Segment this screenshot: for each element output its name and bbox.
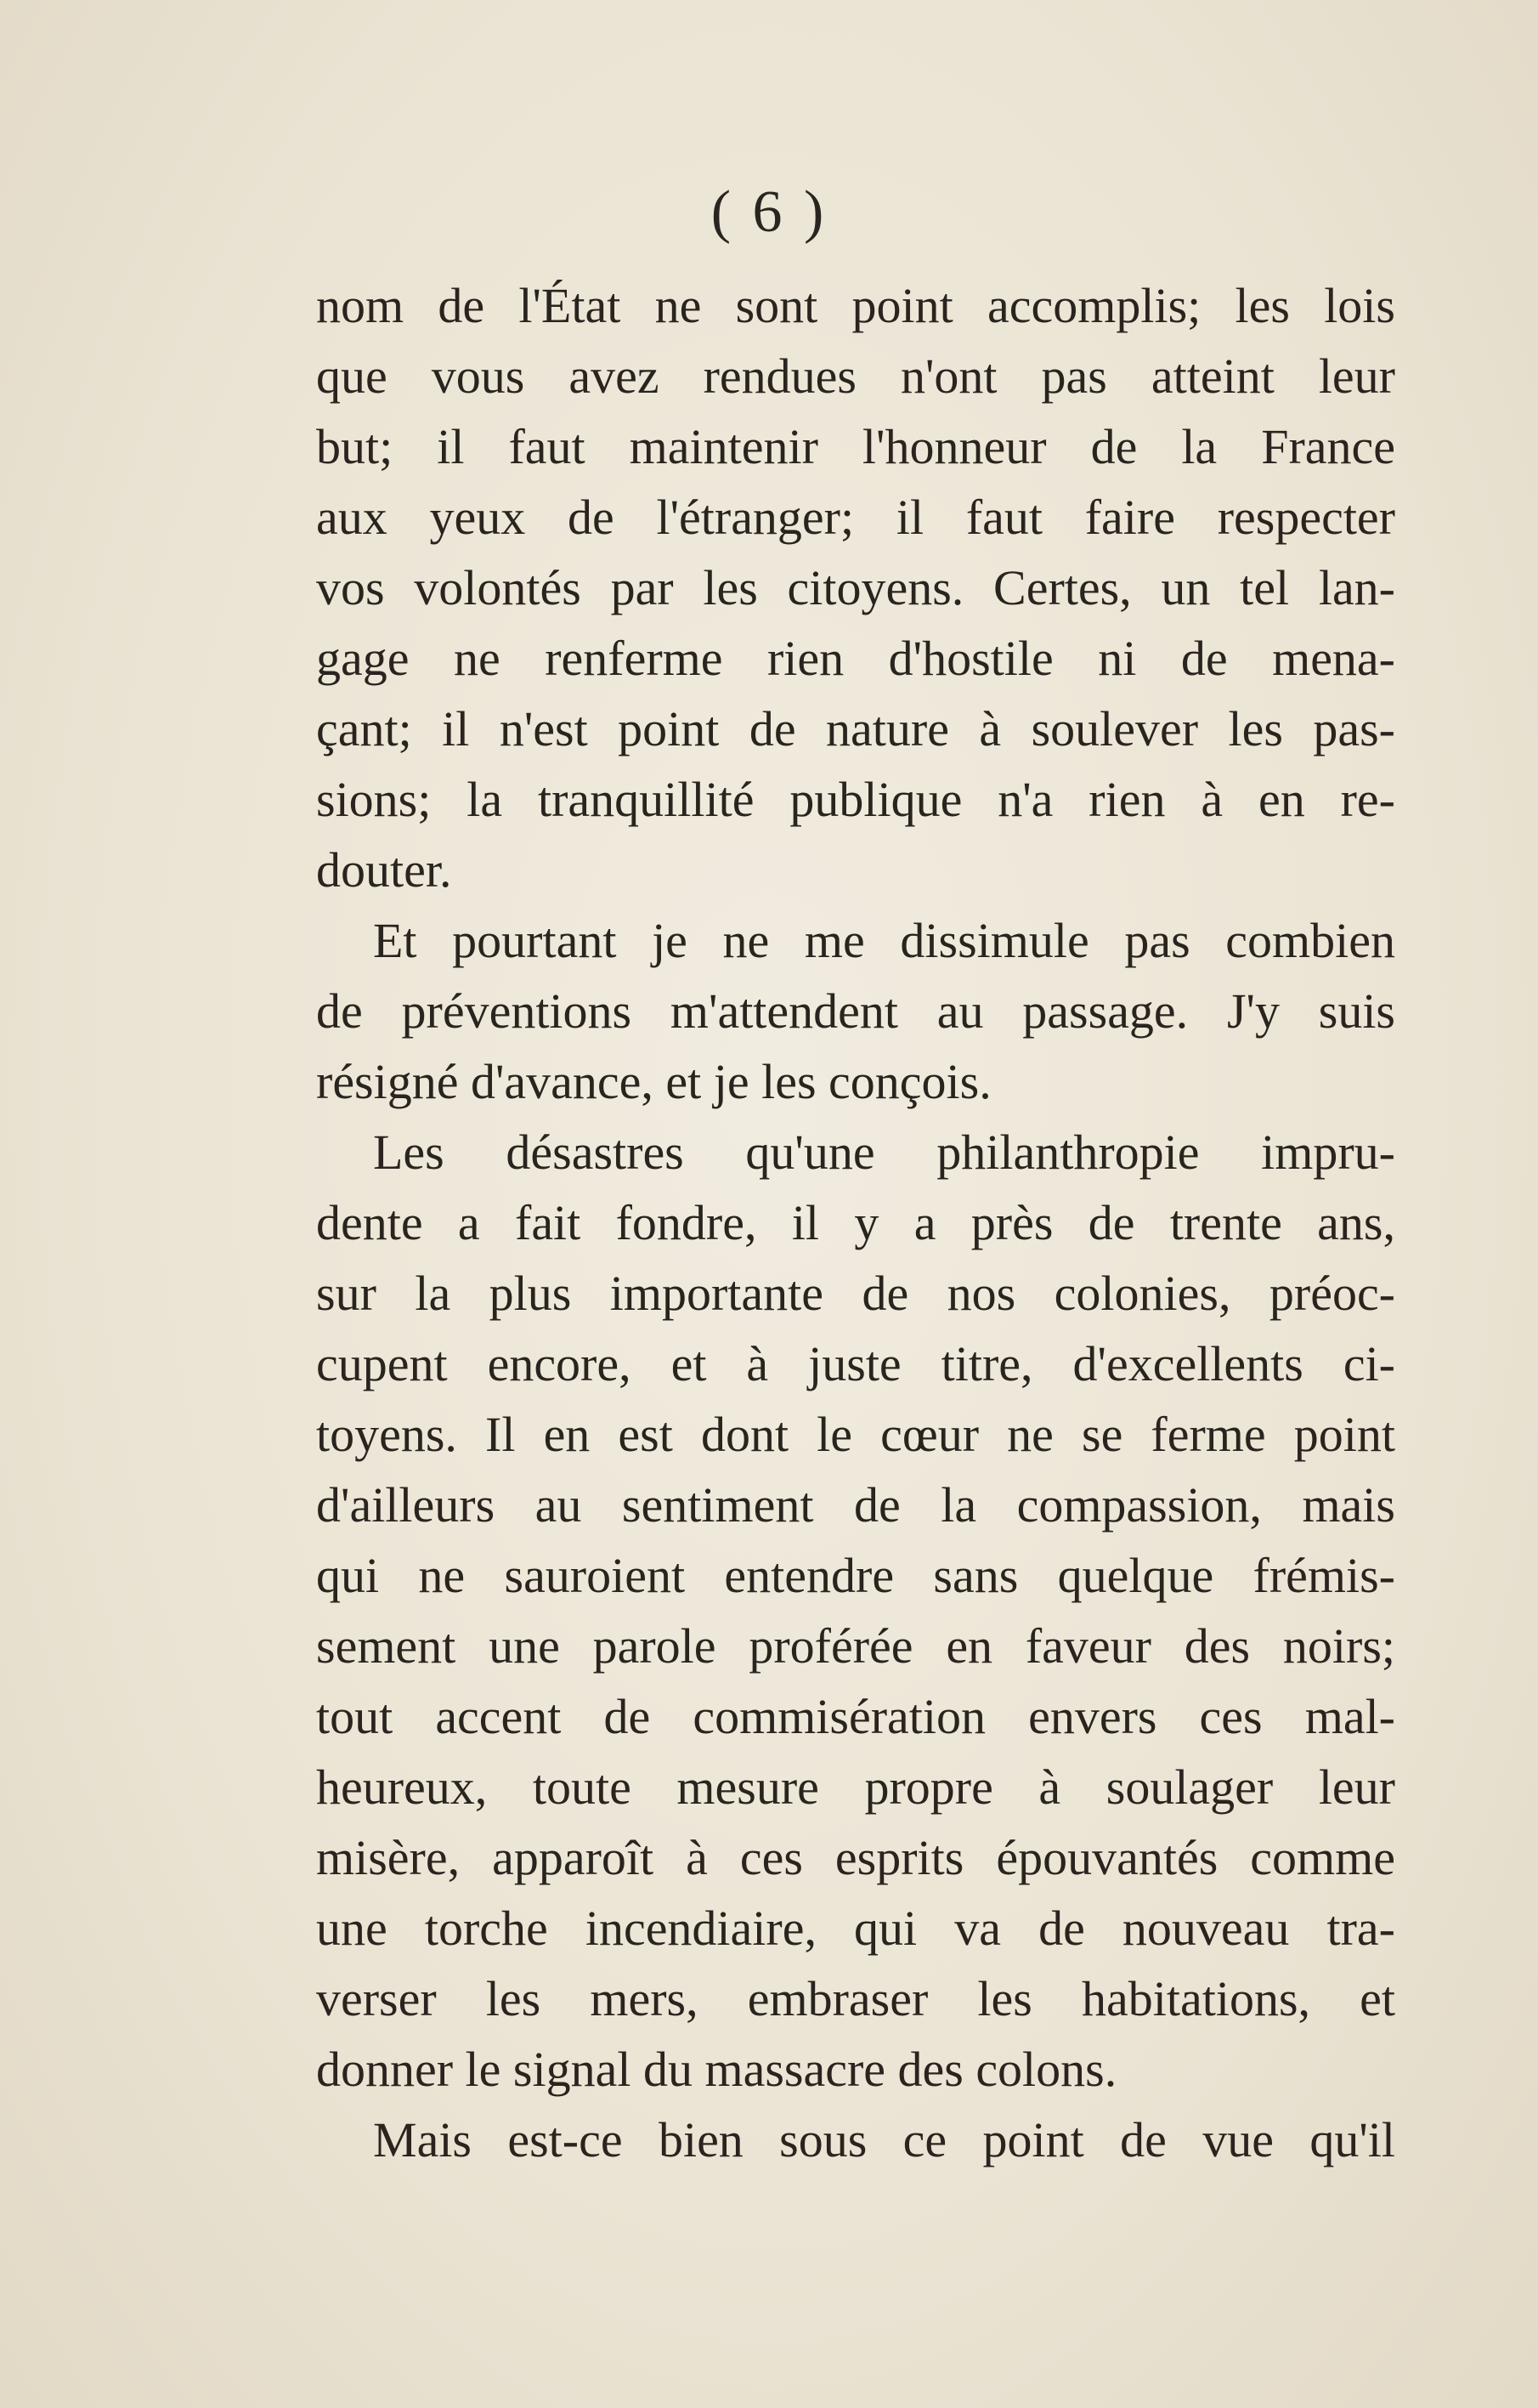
text-line: heureux, toute mesure propre à soulager leur — [316, 1759, 1395, 1815]
text-line: dente a fait fondre, il y a près de trente ans, — [316, 1195, 1395, 1250]
text-line: gage ne renferme rien d'hostile ni de mena- — [316, 631, 1395, 686]
text-line: sions; la tranquillité publique n'a rien à en re- — [316, 772, 1395, 827]
text-line: Et pourtant je ne me dissimule pas combien — [373, 913, 1395, 968]
text-line: résigné d'avance, et je les conçois. — [316, 1054, 992, 1109]
text-line: vos volontés par les citoyens. Certes, un tel lan- — [316, 560, 1395, 615]
body-text — [316, 270, 1395, 2175]
text-line: but; il faut maintenir l'honneur de la France — [316, 419, 1395, 474]
text-line: verser les mers, embraser les habitations, et — [316, 1971, 1395, 2026]
text-line: sement une parole proférée en faveur des noirs; — [316, 1618, 1395, 1674]
text-line: de préventions m'attendent au passage. J'y suis — [316, 983, 1395, 1039]
text-line: tout accent de commisération envers ces mal- — [316, 1689, 1395, 1744]
text-line: une torche incendiaire, qui va de nouveau tra- — [316, 1901, 1395, 1956]
text-line: aux yeux de l'étranger; il faut faire respecter — [316, 490, 1395, 545]
text-line: cupent encore, et à juste titre, d'excellents ci- — [316, 1336, 1395, 1391]
page-number: ( 6 ) — [710, 179, 828, 245]
text-line: que vous avez rendues n'ont pas atteint leur — [316, 348, 1395, 404]
text-line: donner le signal du massacre des colons. — [316, 2042, 1117, 2097]
text-line: sur la plus importante de nos colonies, préoc- — [316, 1266, 1395, 1321]
text-line: qui ne sauroient entendre sans quelque frémis- — [316, 1548, 1395, 1603]
text-line: çant; il n'est point de nature à soulever les pas- — [316, 701, 1395, 756]
text-line: Mais est-ce bien sous ce point de vue qu'il — [373, 2112, 1395, 2167]
text-line: douter. — [316, 842, 452, 898]
text-line: Les désastres qu'une philanthropie impru- — [373, 1125, 1395, 1180]
text-line: d'ailleurs au sentiment de la compassion, mais — [316, 1477, 1395, 1533]
text-line: toyens. Il en est dont le cœur ne se ferme point — [316, 1407, 1395, 1462]
text-line: nom de l'État ne sont point accomplis; les lois — [316, 278, 1395, 333]
text-line: misère, apparoît à ces esprits épouvantés comme — [316, 1830, 1395, 1885]
